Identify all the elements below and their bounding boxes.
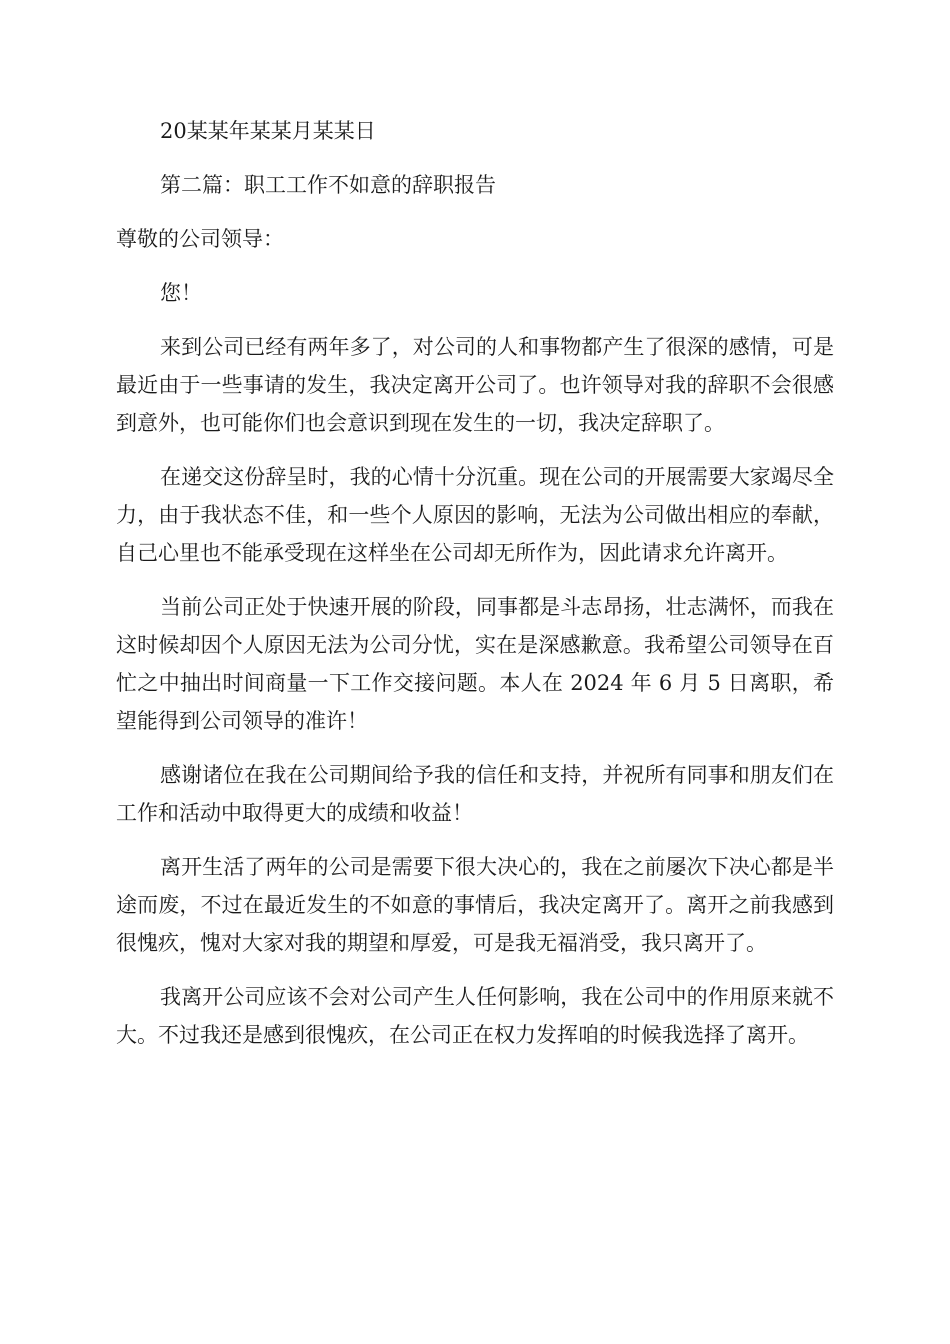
salutation: 尊敬的公司领导： [116, 227, 284, 251]
body-paragraph: 当前公司正处于快速开展的阶段，同事都是斗志昂扬，壮志满怀，而我在这时候却因个人原因无法为公司分忧，实在是深感歉意。我希望公司领导在百忙之中抽出时间商量一下工作交接问题。本人在 2024 年 6 月 5 日离职，希望能得到公司领导的准许！ [116, 595, 834, 733]
section-heading: 第二篇：职工工作不如意的辞职报告 [160, 173, 496, 197]
body-paragraph: 来到公司已经有两年多了，对公司的人和事物都产生了很深的感情，可是最近由于一些事请的发生，我决定离开公司了。也许领导对我的辞职不会很感到意外，也可能你们也会意识到现在发生的一切，我决定辞职了。 [116, 335, 834, 435]
date-line: 20某某年某某月某某日 [160, 119, 376, 143]
greeting: 您！ [160, 281, 202, 305]
body-paragraph: 在递交这份辞呈时，我的心情十分沉重。现在公司的开展需要大家竭尽全力，由于我状态不佳，和一些个人原因的影响，无法为公司做出相应的奉献，自己心里也不能承受现在这样坐在公司却无所作为，因此请求允许离开。 [116, 465, 834, 565]
document-page [116, 112, 834, 1070]
body-paragraph: 离开生活了两年的公司是需要下很大决心的，我在之前屡次下决心都是半途而废，不过在最近发生的不如意的事情后，我决定离开了。离开之前我感到很愧疚，愧对大家对我的期望和厚爱，可是我无福消受，我只离开了。 [116, 855, 834, 955]
body-paragraph: 感谢诸位在我在公司期间给予我的信任和支持，并祝所有同事和朋友们在工作和活动中取得更大的成绩和收益！ [116, 763, 834, 825]
body-paragraph: 我离开公司应该不会对公司产生人任何影响，我在公司中的作用原来就不大。不过我还是感到很愧疚，在公司正在权力发挥咱的时候我选择了离开。 [116, 985, 834, 1047]
